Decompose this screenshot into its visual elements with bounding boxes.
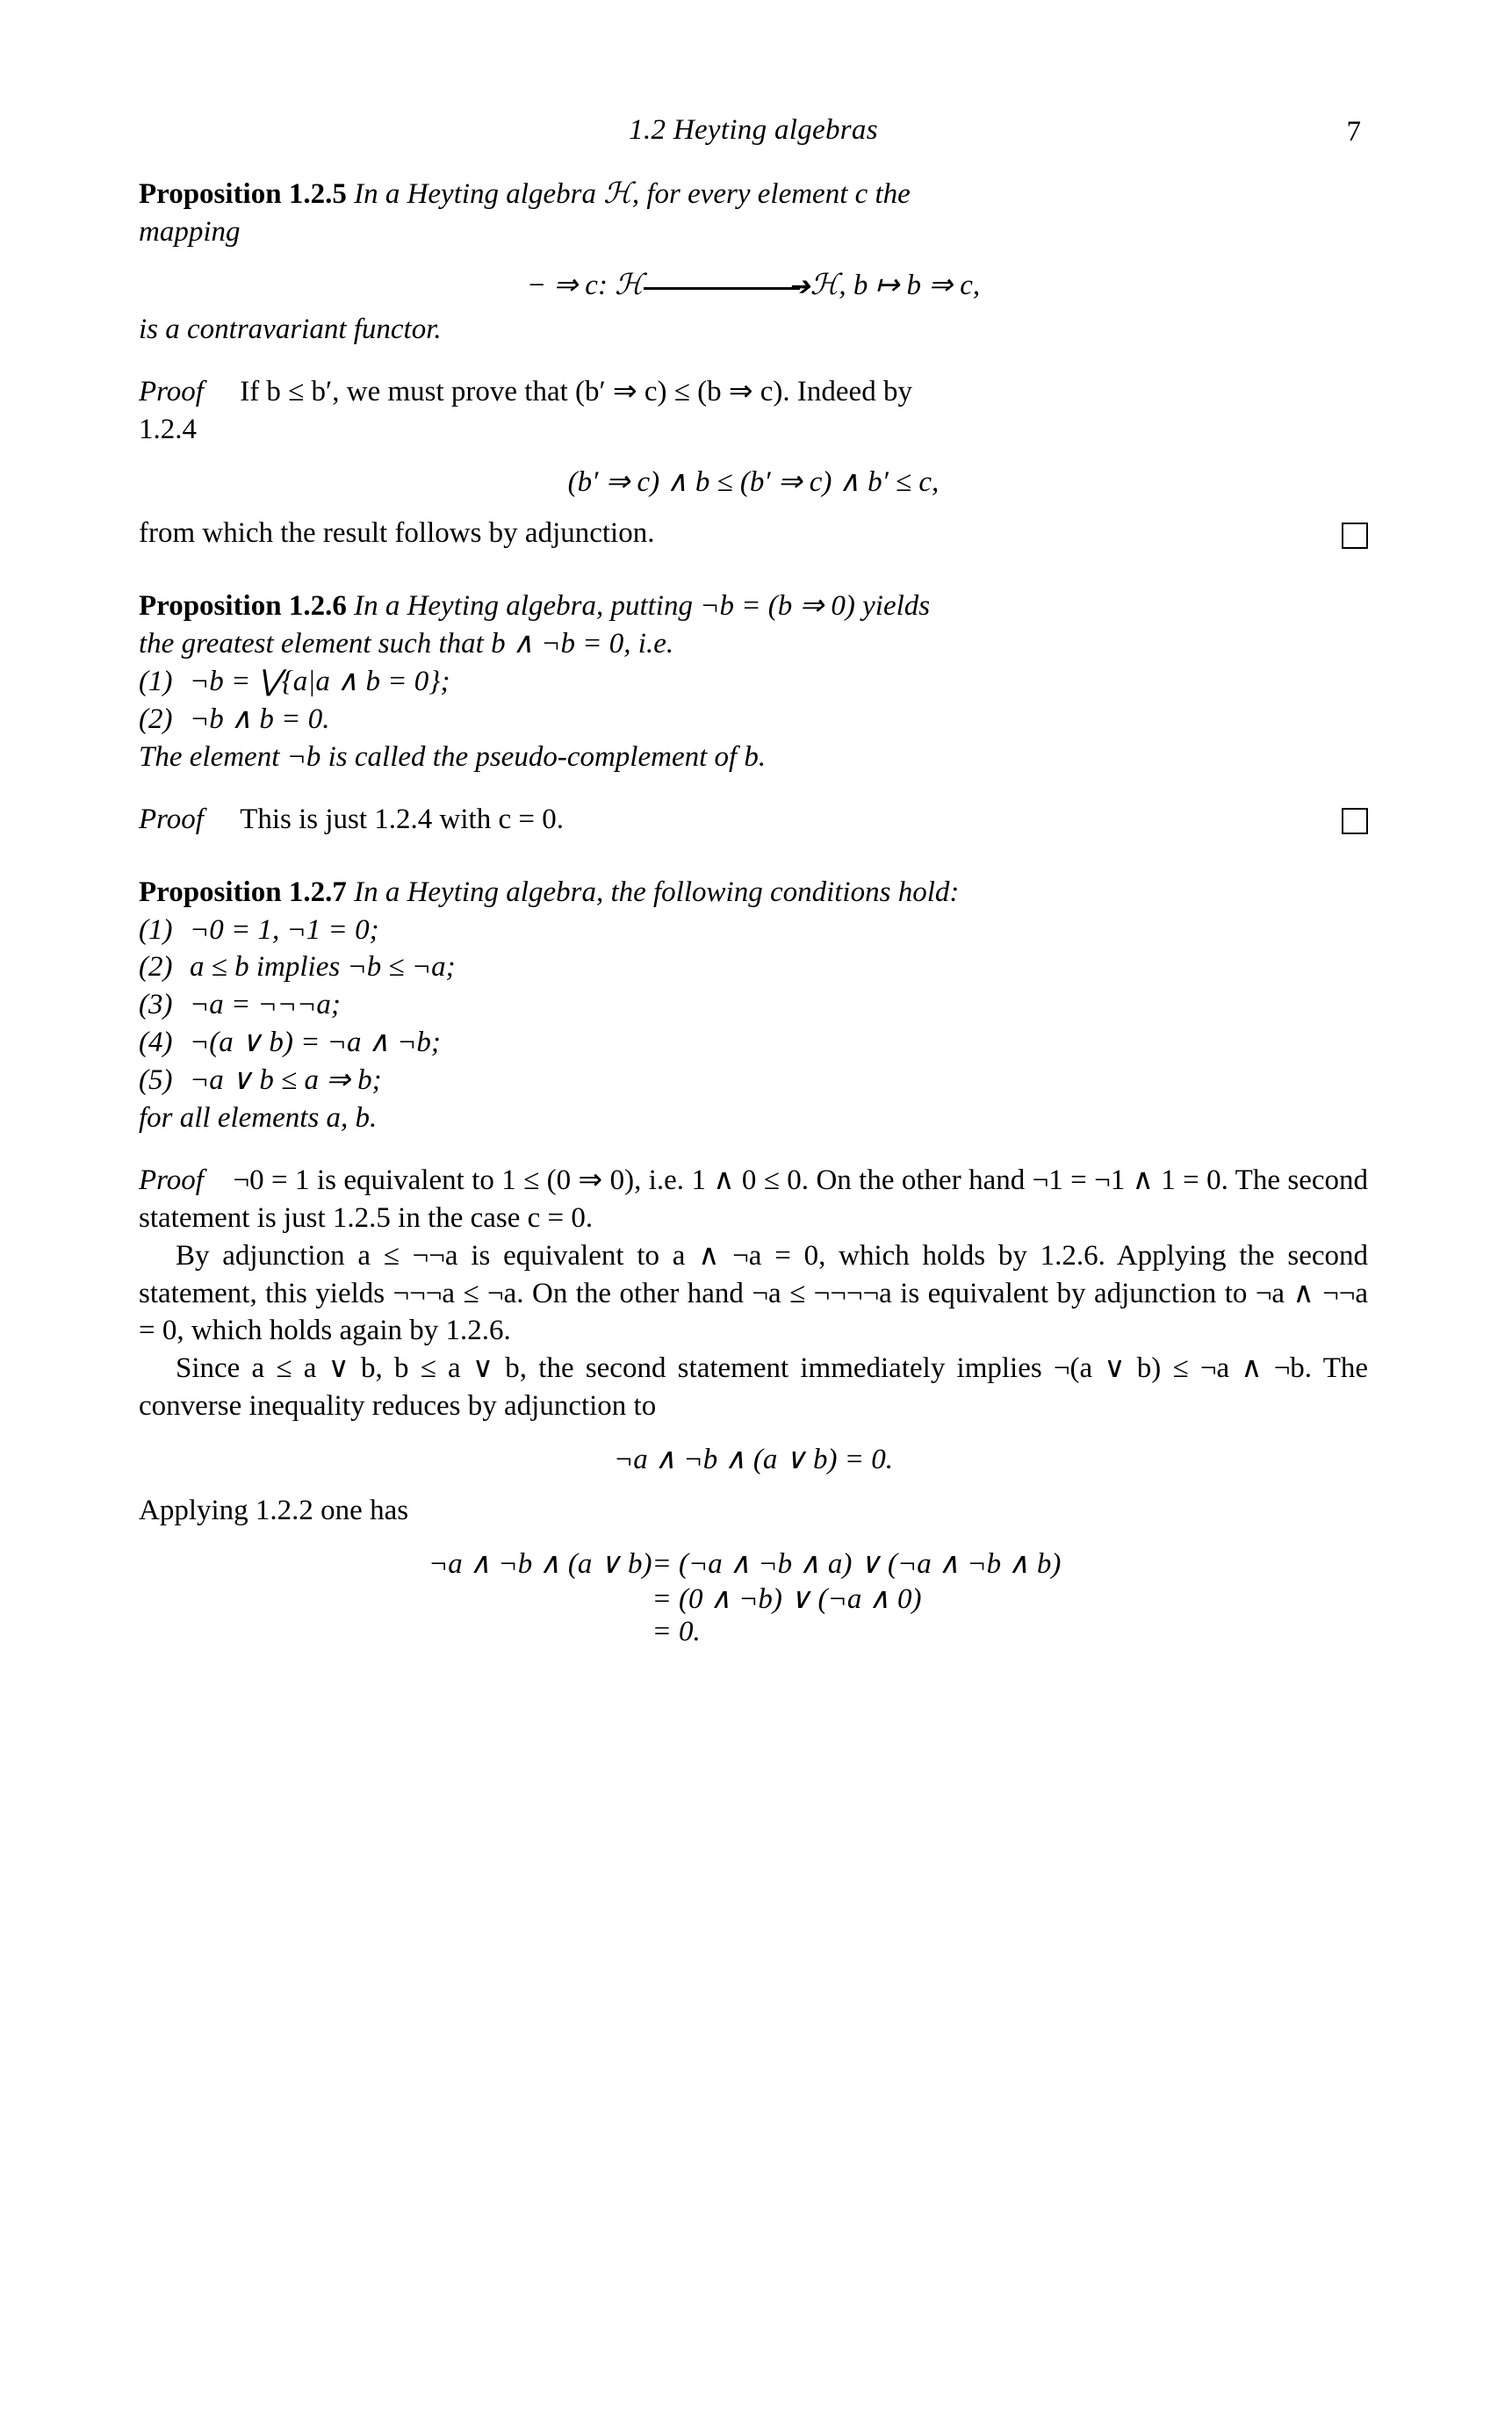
proposition-1-2-7-closing: for all elements a, b. xyxy=(139,1102,378,1135)
equation-row xyxy=(428,1616,1061,1648)
item-text: ¬0 = 1, ¬1 = 0; xyxy=(190,913,379,946)
equation-row xyxy=(428,1581,1061,1616)
equation-row xyxy=(428,1546,1061,1581)
proof-1-2-5-closing: from which the result follows by adjunction. xyxy=(139,517,655,550)
item-number: (5) xyxy=(139,1064,173,1097)
qed-box xyxy=(1342,523,1368,549)
proposition-1-2-5-label: Proposition 1.2.5 xyxy=(139,178,347,210)
proposition-1-2-6-closing: The element ¬b is called the pseudo-complement of b. xyxy=(139,740,767,773)
list-item xyxy=(139,986,1368,1024)
item-text: ¬(a ∨ b) = ¬a ∧ ¬b; xyxy=(190,1027,441,1059)
equation-rhs: = (0 ∧ ¬b) ∨ (¬a ∧ 0) xyxy=(652,1583,922,1616)
page-number: 7 xyxy=(1346,116,1361,148)
proposition-1-2-6-label: Proposition 1.2.6 xyxy=(139,590,347,623)
proposition-1-2-7 xyxy=(139,874,1368,912)
display-right: ℋ, b ↦ b ⇒ c, xyxy=(810,269,981,301)
equation-lhs xyxy=(428,1581,652,1616)
display-left: − ⇒ c: ℋ xyxy=(526,269,644,301)
proposition-1-2-5-display xyxy=(139,267,1368,302)
proof-1-2-5 xyxy=(139,373,1368,411)
proof-1-2-7-text-1: ¬0 = 1 is equivalent to 1 ≤ (0 ⇒ 0), i.e. 1 ∧ 0 ≤ 0. On the other hand ¬1 = ¬1 ∧ 1 = 0. The second statement is just 1.2.5 in the case c = 0. xyxy=(139,1164,1368,1234)
list-item xyxy=(139,912,1368,949)
list-item xyxy=(139,1024,1368,1062)
long-arrow-icon: ➔ xyxy=(644,281,810,293)
proof-1-2-5-line2: 1.2.4 xyxy=(139,413,197,445)
proof-1-2-5-display: (b′ ⇒ c) ∧ b ≤ (b′ ⇒ c) ∧ b′ ≤ c, xyxy=(567,466,940,499)
equation-rhs: = (¬a ∧ ¬b ∧ a) ∨ (¬a ∧ ¬b ∧ b) xyxy=(652,1548,1062,1581)
list-item xyxy=(139,948,1368,986)
item-text: ¬b = ⋁{a|a ∧ b = 0}; xyxy=(190,666,450,698)
qed-box xyxy=(1342,808,1368,834)
item-number: (3) xyxy=(139,989,173,1021)
proof-1-2-7-para-2: By adjunction a ≤ ¬¬a is equivalent to a ∧ ¬a = 0, which holds by 1.2.6. Applying the second statement, this yields ¬¬¬a ≤ ¬a. On the other hand ¬a ≤ ¬¬¬¬a is equivalent by adjunction to ¬a ∧ ¬¬a = 0, which holds again by 1.2.6. xyxy=(139,1239,1368,1347)
equation-rhs: = 0. xyxy=(652,1616,701,1648)
item-number: (2) xyxy=(139,703,173,736)
proposition-1-2-5 xyxy=(139,176,1368,213)
proof-1-2-6 xyxy=(139,801,1368,839)
equation-lhs: ¬a ∧ ¬b ∧ (a ∨ b) xyxy=(428,1548,652,1581)
item-number: (4) xyxy=(139,1027,173,1059)
proof-1-2-7-equation-block xyxy=(428,1546,1061,1648)
list-item xyxy=(139,663,1368,701)
proof-label: Proof xyxy=(139,803,204,835)
item-text: a ≤ b implies ¬b ≤ ¬a; xyxy=(190,951,456,984)
proposition-1-2-6-text-cont: the greatest element such that b ∧ ¬b = 0, i.e. xyxy=(139,628,674,660)
running-title: 1.2 Heyting algebras xyxy=(629,114,878,146)
proposition-1-2-6 xyxy=(139,588,1368,625)
list-item xyxy=(139,701,1368,739)
item-text: ¬a = ¬¬¬a; xyxy=(190,989,341,1021)
proof-1-2-7-para-4: Applying 1.2.2 one has xyxy=(139,1495,409,1527)
proposition-1-2-7-text: In a Heyting algebra, the following conditions hold: xyxy=(354,876,960,908)
proof-1-2-6-text: This is just 1.2.4 with c = 0. xyxy=(240,803,564,835)
proposition-1-2-5-text-cont: mapping xyxy=(139,215,241,248)
proof-1-2-7-display-1: ¬a ∧ ¬b ∧ (a ∨ b) = 0. xyxy=(614,1444,893,1476)
proof-1-2-7-para-3: Since a ≤ a ∨ b, b ≤ a ∨ b, the second statement immediately implies ¬(a ∨ b) ≤ ¬a ∧ ¬b. The converse inequality reduces by adjunction to xyxy=(139,1352,1368,1423)
running-header xyxy=(139,114,1368,176)
item-number: (2) xyxy=(139,951,173,984)
proof-1-2-5-closing-row xyxy=(139,515,1368,552)
proposition-1-2-6-text: In a Heyting algebra, putting ¬b = (b ⇒ 0) yields xyxy=(354,590,931,623)
equation-lhs xyxy=(428,1616,652,1648)
item-number: (1) xyxy=(139,913,173,946)
proposition-1-2-5-text: In a Heyting algebra ℋ, for every element c the xyxy=(354,178,911,210)
proof-1-2-7-para-1 xyxy=(139,1162,1368,1237)
proposition-1-2-5-closing: is a contravariant functor. xyxy=(139,313,442,345)
proposition-1-2-7-label: Proposition 1.2.7 xyxy=(139,876,347,908)
list-item xyxy=(139,1062,1368,1099)
item-number: (1) xyxy=(139,666,173,698)
proof-label: Proof xyxy=(139,1164,204,1196)
proof-label: Proof xyxy=(139,375,204,407)
item-text: ¬b ∧ b = 0. xyxy=(190,703,330,736)
item-text: ¬a ∨ b ≤ a ⇒ b; xyxy=(190,1064,382,1097)
page-content xyxy=(139,114,1368,1648)
proof-1-2-5-line1: If b ≤ b′, we must prove that (b′ ⇒ c) ≤ (b ⇒ c). Indeed by xyxy=(240,375,912,407)
